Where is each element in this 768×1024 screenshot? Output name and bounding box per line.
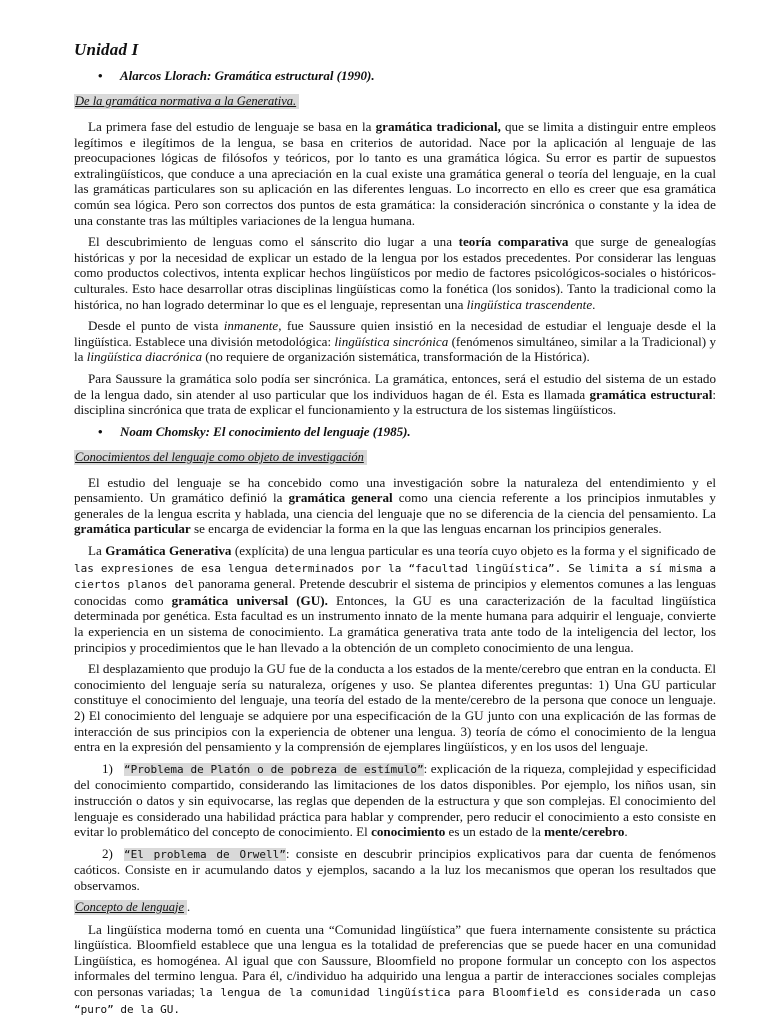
paragraph-gramatica-tradicional: La primera fase del estudio de lenguaje se basa en la gramática tradicional, que se limita a distinguir entre empleos legítimos e ilegítimos de la lengua, se basa en criterios de autoridad. Nace por la aplicación al lenguaje de las preocupaciones lógicas de filósofos y teóricos, por lo tanto es una gramática lógica. Su error es partir de supuestos extralingüísticos, que conduce a una apreciación en la cual existe una gramática general o teoría del lenguaje, en la cual las gramáticas particulares son su aplicación en las diferentes lenguas. Lo incorrecto en ello es creer que esa gramática común sea lógica. Pero son correctos dos puntos de esta gramática: la consideración sincrónica o constante y la idea de una constante tras las múltiples variaciones de la lengua humana. xyxy=(74,119,716,228)
highlighted-term: “El problema de Orwell” xyxy=(124,847,286,861)
section-heading-concepto-wrap: Concepto de lenguaje . xyxy=(75,899,191,914)
bullet-dot-icon: • xyxy=(98,423,103,439)
unit-title: Unidad I xyxy=(74,40,139,59)
section-heading-gramatica: De la gramática normativa a la Generativa. xyxy=(74,94,299,109)
section-heading-concepto: Concepto de lenguaje xyxy=(74,900,187,915)
author-bullet-chomsky xyxy=(98,424,716,440)
author-bullet-alarcos xyxy=(98,68,716,84)
paragraph-gramatica-estructural: Para Saussure la gramática solo podía ser sincrónica. La gramática, entonces, será el estudio del sistema de un estado de la lengua dado, sin atender al uso particular que los individuos hagan de él. Esta es llamada gramática estructural: disciplina sincrónica que trata de explicar el funcionamiento y la estructura de los sistemas lingüísticos. xyxy=(74,370,716,418)
paragraph-saussure: Desde el punto de vista inmanente, fue Saussure quien insistió en la necesidad de estudiar el lenguaje desde el la lingüística. Establece una división metodológica: lingüística sincrónica (fenómenos simultáneo, similar a la Tradicional) y la lingüística diacrónica (no requiere de organización sistemática, transformación de la Histórica). xyxy=(74,318,716,365)
section-heading-conocimientos: Conocimientos del lenguaje como objeto de investigación xyxy=(74,450,367,465)
bullet-dot-icon: • xyxy=(98,68,103,83)
list-item-problema-orwell: 2) “El problema de Orwell”: consiste en descubrir principios explicativos para dar cuenta de fenómenos caóticos. Consiste en ir acumulando datos y ejemplos, sacando a la luz los mecanismos que operan los resultados que observamos. xyxy=(74,845,716,893)
highlighted-term: “Problema de Platón o de pobreza de estímulo” xyxy=(124,762,424,776)
bullet-text: Alarcos Llorach: Gramática estructural (1990). xyxy=(120,68,375,83)
list-item-problema-platon: 1) “Problema de Platón o de pobreza de estímulo”: explicación de la riqueza, complejidad y especificidad del conocimiento compartido, considerando las limitaciones de los datos disponibles. Por ejemplo, los niños usan, sin instrucción o datos y sin equivocarse, las reglas que dependen de la estructura y que son complejas. El conocimiento del lenguaje es considerado una habilidad práctica para hablar y comprender, pero reducir el conocimiento a esto consiste en evitar lo problemático del concepto de conocimiento. El conocimiento es un estado de la mente/cerebro. xyxy=(74,760,717,840)
paragraph-teoria-comparativa: El descubrimiento de lenguas como el sánscrito dio lugar a una teoría comparativa que surge de genealogías históricas y por la necesidad de explicar un estado de la lengua por los estados precedentes. Por considerar las lenguas como productos colectivos, intenta explicar hechos lingüísticos por medio de factores psicológicos-sociales o históricos-culturales. Esto hace desarrollar otras disciplinas lingüísticas como la fonética (los sonidos). Tanto la tradicional como la histórica, no han logrado determinar lo que es el lenguaje, representan una lingüística trascendente. xyxy=(74,234,716,312)
paragraph-gramatica-generativa: La Gramática Generativa (explícita) de una lengua particular es una teoría cuyo objeto es la forma y el significado de las expresiones de esa lengua determinados por la “facultad lingüística”. Se limita a sí misma a ciertos planos del panorama general. Pretende descubrir el sistema de principios y elementos comunes a las lenguas conocidas como gramática universal (GU). Entonces, la GU es una caracterización de la facultad lingüística determinada por genética. Esta facultad es un instrumento innato de la mente humana para adquirir el lenguaje, convierte la experiencia en un sistema de conocimiento. La gramática generativa trata ante todo de la inteligencia del lector, los principios y procedimientos que le han llevado a la obtención de un completo conocimiento de una lengua. xyxy=(74,543,716,655)
bullet-text: Noam Chomsky: El conocimiento del lenguaje (1985). xyxy=(120,423,411,439)
paragraph-concepto-lenguaje: La lingüística moderna tomó en cuenta una “Comunidad lingüística” que fuera internamente consistente su práctica lingüística. Bloomfield establece que una lengua es la totalidad de preferencias que se puede hacer en una comunidad Lingüística, es homogénea. Al igual que con Saussure, Bloomfield no propone formular un concepto con los aspectos informales del termino lengua. Para él, c/individuo ha adquirido una lengua a partir de interacciones sociales complejas con personas variadas; la lengua de la comunidad lingüística para Bloomfield es considerada un caso “puro” de la GU. xyxy=(74,921,716,1016)
paragraph-gramatica-general: El estudio del lenguaje se ha concebido como una investigación sobre la naturaleza del entendimiento y el pensamiento. Un gramático definió la gramática general como una ciencia referente a los principios inmutables y generales de la lengua escrita y hablada, una ciencia del lenguaje que no se diferencia de la ciencia del pensamiento. La gramática particular se encarga de evidenciar la forma en la que las lenguas encarnan los principios generales. xyxy=(74,474,716,537)
paragraph-desplazamiento-gu: El desplazamiento que produjo la GU fue de la conducta a los estados de la mente/cerebro que entran en la conducta. El conocimiento del lenguaje sería su naturaleza, orígenes y uso. Se plantea diferentes preguntas: 1) Una GU particular constituye el conocimiento del lenguaje, una teoría del estado de la mente/cerebro de la persona que conoce un lenguaje. 2) El conocimiento del lenguaje se adquiere por una especificación de la GU junto con una explicación de las formas de interacción de sus principios con la experiencia de obtener una lengua. 3) teoría de cómo el conocimiento de la lengua entra en la expresión del pensamiento y la comprensión de ejemplares lingüísticos, y en los usos del lenguaje. xyxy=(74,661,716,755)
